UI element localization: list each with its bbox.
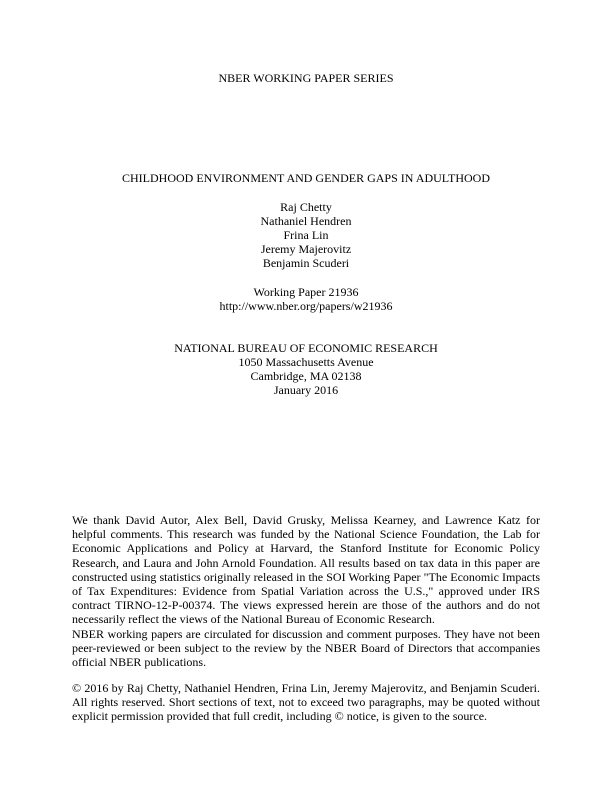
institution-name: NATIONAL BUREAU OF ECONOMIC RESEARCH xyxy=(174,341,438,355)
paper-info xyxy=(0,285,612,313)
institution-address-city: Cambridge, MA 02138 xyxy=(250,369,362,383)
disclaimer-paragraph: NBER working papers are circulated for discussion and comment purposes. They have not been peer-reviewed or been subject to the review by the NBER Board of Directors that accompanies official NBER publications. xyxy=(72,627,540,670)
author-name: Frina Lin xyxy=(283,228,329,242)
author-list xyxy=(0,200,612,270)
publication-date: January 2016 xyxy=(273,383,339,397)
paper-url: http://www.nber.org/papers/w21936 xyxy=(219,299,393,313)
institution-address-street: 1050 Massachusetts Avenue xyxy=(238,355,374,369)
working-paper-number: Working Paper 21936 xyxy=(253,285,359,299)
author-name: Raj Chetty xyxy=(280,200,332,214)
author-name: Benjamin Scuderi xyxy=(262,256,350,270)
institution-block xyxy=(0,341,612,397)
author-name: Jeremy Majerovitz xyxy=(260,242,352,256)
paper-title: CHILDHOOD ENVIRONMENT AND GENDER GAPS IN ADULTHOOD xyxy=(122,171,490,185)
author-name: Nathaniel Hendren xyxy=(260,214,352,228)
acknowledgments-paragraph: We thank David Autor, Alex Bell, David Grusky, Melissa Kearney, and Lawrence Katz for helpful comments. This research was funded by the National Science Foundation, the Lab for Economic Applications and Policy at Harvard, the Stanford Institute for Economic Policy Research, and Laura and John Arnold Foundation. All results based on tax data in this paper are constructed using statistics originally released in the SOI Working Paper "The Economic Impacts of Tax Expenditures: Evidence from Spatial Variation across the U.S.," approved under IRS contract TIRNO-12-P-00374. The views expressed herein are those of the authors and do not necessarily reflect the views of the National Bureau of Economic Research. xyxy=(72,513,540,627)
series-heading: NBER WORKING PAPER SERIES xyxy=(218,71,394,85)
copyright-paragraph: © 2016 by Raj Chetty, Nathaniel Hendren, Frina Lin, Jeremy Majerovitz, and Benjamin Scuderi. All rights reserved. Short sections of text, not to exceed two paragraphs, may be quoted without explicit permission provided that full credit, including © notice, is given to the source. xyxy=(72,681,540,724)
